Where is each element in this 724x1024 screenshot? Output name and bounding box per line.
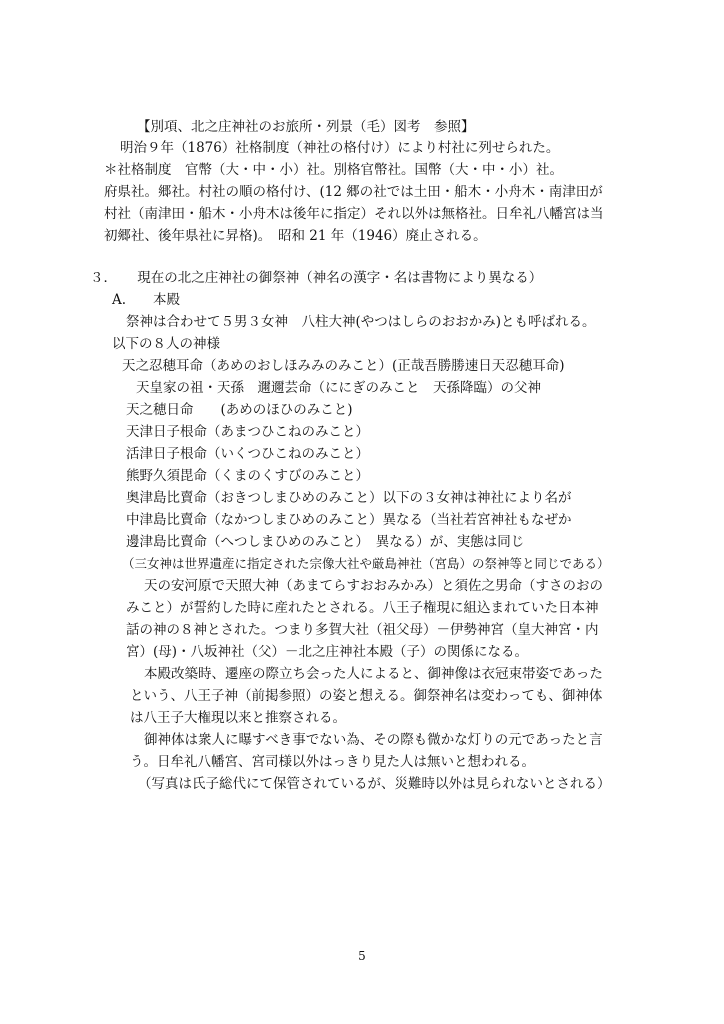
text-line: （写真は氏子総代にて保管されているが、災難時以外は見られないとされる） <box>138 776 611 792</box>
text-line: 【別項、北之庄神社のお旅所・列景（毛）図考 参照】 <box>137 119 475 135</box>
text-line: 宮）(母)・八坂神社（父）－北之庄神社本殿（子）の関係になる。 <box>126 644 529 660</box>
text-line: （三女神は世界遺産に指定された宗像大社や厳島神社（宮島）の祭神等と同じである） <box>122 556 610 571</box>
text-line: 府県社。郷社。村社の順の格付け、(12 郷の社では土田・船木・小舟木・南津田が <box>104 184 603 200</box>
deity-line: 天皇家の祖・天孫 邇邇芸命（ににぎのみこと 天孫降臨）の父神 <box>136 380 541 396</box>
deity-line: 邊津島比賣命（へつしまひめのみこと） 異なる）が、実態は同じ <box>126 534 525 550</box>
text-line: 天の安河原で天照大神（あまてらすおおみかみ）と須佐之男命（すさのおの <box>144 578 603 594</box>
text-line: 明治９年（1876）社格制度（神社の格付け）により村社に列せられた。 <box>120 140 560 156</box>
deity-line: 熊野久須毘命（くまのくすびのみこと） <box>126 468 369 484</box>
text-line: う。日牟礼八幡宮、宮司様以外はっきり見た人は無いと想われる。 <box>130 754 535 770</box>
deity-line: 天津日子根命（あまつひこねのみこと） <box>126 424 369 440</box>
text-line: 以下の８人の神様 <box>112 336 220 352</box>
text-line: みこと）が誓約した時に産れたとされる。八王子権現に組込まれていた日本神 <box>126 600 599 616</box>
text-line: は八王子大権現以来と推察される。 <box>130 710 346 726</box>
text-line: 初郷社、後年県社に昇格)。 昭和 21 年（1946）廃止される。 <box>104 228 487 244</box>
deity-line: 天之忍穂耳命（あめのおしほみみのみこと）(正哉吾勝勝速日天忍穂耳命) <box>122 358 565 374</box>
deity-line: 中津島比賣命（なかつしまひめのみこと）異なる（当社若宮神社もなぜか <box>126 512 572 528</box>
page-number: 5 <box>358 949 366 963</box>
text-line: 村社（南津田・船木・小舟木は後年に指定）それ以外は無格社。日牟礼八幡宮は当 <box>104 206 604 222</box>
text-line: 話の神の８神とされた。つまり多賀大社（祖父母）－伊勢神宮（皇大神宮・内 <box>126 622 599 638</box>
text-line: 御神体は衆人に曝すべき事でない為、その際も微かな灯りの元であったと言 <box>144 732 603 748</box>
text-line: ＊社格制度 官幣（大・中・小）社。別格官幣社。国幣（大・中・小）社。 <box>104 162 563 178</box>
text-line: 本殿改築時、遷座の際立ち会った人によると、御神像は衣冠束帯姿であった <box>144 666 603 682</box>
text-line: という、八王子神（前掲参照）の姿と想える。御祭神名は変わっても、御神体 <box>130 688 603 704</box>
deity-line: 奥津島比賣命（おきつしまひめのみこと）以下の３女神は神社により名が <box>126 490 572 506</box>
text-line: 祭神は合わせて５男３女神 八柱大神(やつはしらのおおかみ)とも呼ばれる。 <box>126 314 596 330</box>
deity-line: 天之穂日命 (あめのほひのみこと) <box>126 402 353 418</box>
section-heading: ３． 現在の北之庄神社の御祭神（神名の漢字・名は書物により異なる） <box>90 270 543 286</box>
deity-line: 活津日子根命（いくつひこねのみこと） <box>126 446 369 462</box>
subsection-heading: A. 本殿 <box>112 292 181 308</box>
